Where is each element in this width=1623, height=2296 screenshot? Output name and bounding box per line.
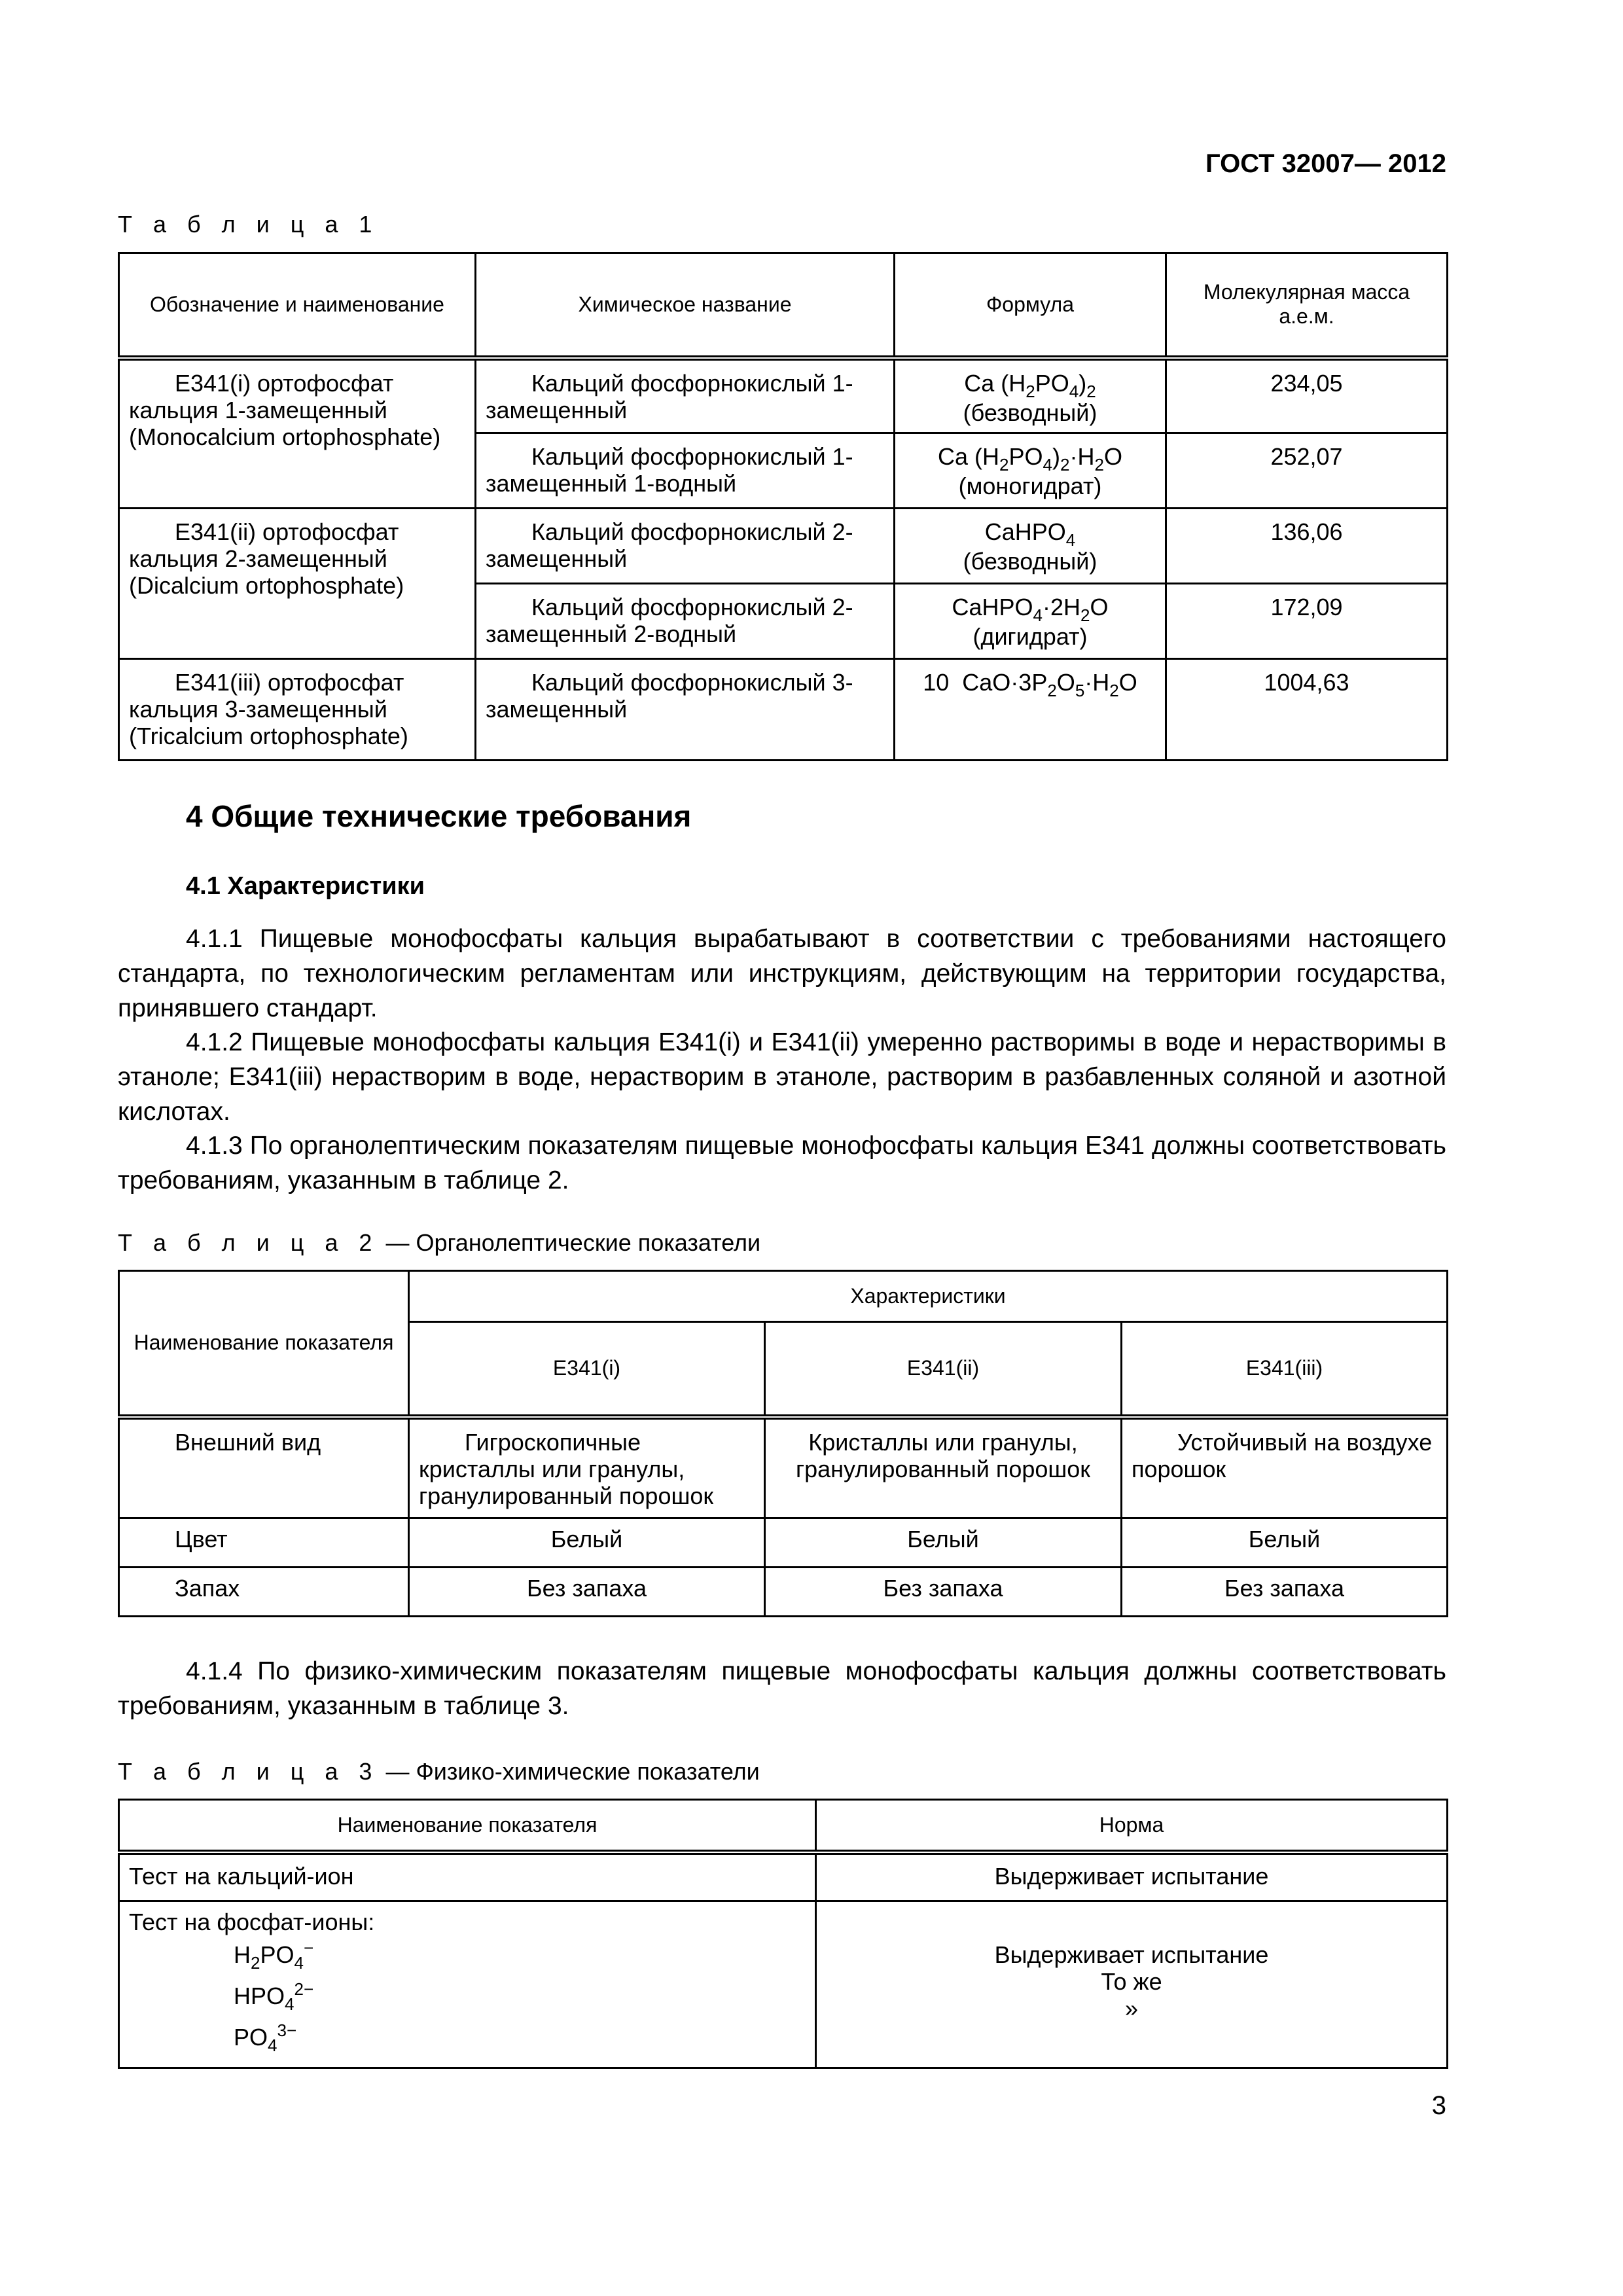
- t2-cell: Без запаха: [1122, 1568, 1448, 1617]
- t1-mass: 252,07: [1166, 433, 1448, 509]
- t1-chem-name: Кальций фосфорнокислый 1-замещенный: [476, 358, 895, 433]
- t2-cell: Белый: [1122, 1518, 1448, 1568]
- t1-group-name: Е341(iii) ортофосфат кальция 3-замещенный (Tricalcium ortophosphate): [119, 659, 476, 761]
- table2: [118, 1270, 1448, 1617]
- table-row: [119, 1518, 1448, 1568]
- t2-header-name: Наименование показателя: [119, 1271, 409, 1417]
- t3-row-norm: Выдерживает испытание То же »: [816, 1901, 1448, 2068]
- t1-header-mass: Молекулярная масса а.е.м.: [1166, 253, 1448, 358]
- t2-cell: Белый: [765, 1518, 1122, 1568]
- page-number: 3: [1431, 2091, 1446, 2120]
- t1-group-name: Е341(ii) ортофосфат кальция 2-замещенный (Dicalcium ortophosphate): [119, 509, 476, 659]
- t1-formula: Ca $(H_2PO_4)_2$ (безводный): [895, 358, 1166, 433]
- t1-mass: 1004,63: [1166, 659, 1448, 761]
- t1-formula: $CaHPO_4\cdot 2H_2O$ (дигидрат): [895, 584, 1166, 659]
- subsection-title: 4.1 Характеристики: [186, 872, 425, 900]
- t1-formula: Ca $(H_2PO_4)_2\cdot H_2O$ (моногидрат): [895, 433, 1166, 509]
- paragraph-4-1-2: 4.1.2 Пищевые монофосфаты кальция Е341(i) и Е341(ii) умеренно растворимы в воде и нерастворимы в этаноле; Е341(iii) нерастворим в воде, нерастворим в этаноле, растворим в разбавленных соляной и азотной кислотах.: [118, 1028, 1446, 1126]
- table-row: [119, 1417, 1448, 1518]
- table-row: [119, 358, 1448, 433]
- ion-hpo4: $HPO_4^{2-}$: [234, 1979, 314, 2014]
- t3-row-name: Тест на кальций-ион: [119, 1852, 816, 1901]
- t1-formula: CaHPO$_4$ (безводный): [895, 509, 1166, 584]
- ion-po4: $PO_4^{3-}$: [234, 2020, 297, 2055]
- t1-group-name: Е341(i) ортофосфат кальция 1-замещенный (Monocalcium ortophosphate): [119, 358, 476, 509]
- t1-chem-name: Кальций фосфорнокислый 2-замещенный 2-водный: [476, 584, 895, 659]
- t2-cell: Кристаллы или гранулы, гранулированный порошок: [765, 1417, 1122, 1518]
- t2-cell: Без запаха: [409, 1568, 765, 1617]
- table1: [118, 252, 1448, 761]
- paragraph-4-1-4: 4.1.4 По физико-химическим показателям пищевые монофосфаты кальция должны соответствовать требованиям, указанным в таблице 3.: [118, 1657, 1446, 1720]
- ion-h2po4: $H_2PO_4^-$: [234, 1938, 314, 1973]
- table-row: [119, 509, 1448, 584]
- t2-cell: Без запаха: [765, 1568, 1122, 1617]
- t2-cell: Устойчивый на воздухе порошок: [1122, 1417, 1448, 1518]
- table-row: [119, 659, 1448, 761]
- t1-formula: 10 $CaO\cdot 3P_2O_5\cdot H_2O$: [895, 659, 1166, 761]
- t3-row-norm: Выдерживает испытание: [816, 1852, 1448, 1901]
- t1-chem-name: Кальций фосфорнокислый 1-замещенный 1-водный: [476, 433, 895, 509]
- t2-cell: Гигроскопичные кристаллы или гранулы, гранулированный порошок: [409, 1417, 765, 1518]
- t1-header-chemical: Химическое название: [476, 253, 895, 358]
- t3-row-name: Тест на фосфат-ионы: $H_2PO_4^-$ $HPO_4^{2-}$ $PO_4^{3-}$: [119, 1901, 816, 2068]
- t1-header-designation: Обозначение и наименование: [119, 253, 476, 358]
- t1-mass: 136,06: [1166, 509, 1448, 584]
- table3-caption: Т а б л и ц а 3 — Физико-химические показатели: [118, 1758, 760, 1785]
- standard-header: ГОСТ 32007— 2012: [1205, 149, 1446, 178]
- t2-row-name: Цвет: [119, 1518, 409, 1568]
- section-title: 4 Общие технические требования: [186, 799, 692, 833]
- table1-caption: Т а б л и ц а 1: [118, 211, 380, 238]
- paragraph-4-1-1: 4.1.1 Пищевые монофосфаты кальция вырабатывают в соответствии с требованиями настоящего стандарта, по технологическим регламентам или инструкциям, действующим на территории государства, принявшего стандарт.: [118, 925, 1446, 1022]
- table-row: [119, 1901, 1448, 2068]
- t1-mass: 234,05: [1166, 358, 1448, 433]
- t2-header-e341i: Е341(i): [409, 1322, 765, 1417]
- t3-header-norm: Норма: [816, 1800, 1448, 1852]
- table-row: [119, 1568, 1448, 1617]
- t1-header-formula: Формула: [895, 253, 1166, 358]
- table3: [118, 1799, 1448, 2069]
- t1-chem-name: Кальций фосфорнокислый 3-замещенный: [476, 659, 895, 761]
- t2-cell: Белый: [409, 1518, 765, 1568]
- t2-row-name: Запах: [119, 1568, 409, 1617]
- paragraph-4-1-3: 4.1.3 По органолептическим показателям пищевые монофосфаты кальция Е341 должны соответствовать требованиям, указанным в таблице 2.: [118, 1132, 1446, 1194]
- t2-header-e341iii: Е341(iii): [1122, 1322, 1448, 1417]
- t1-mass: 172,09: [1166, 584, 1448, 659]
- t2-header-e341ii: Е341(ii): [765, 1322, 1122, 1417]
- t2-header-group: Характеристики: [409, 1271, 1448, 1322]
- table2-caption: Т а б л и ц а 2 — Органолептические показатели: [118, 1229, 761, 1256]
- table-row: [119, 1852, 1448, 1901]
- t2-row-name: Внешний вид: [119, 1417, 409, 1518]
- t1-chem-name: Кальций фосфорнокислый 2-замещенный: [476, 509, 895, 584]
- t3-header-name: Наименование показателя: [119, 1800, 816, 1852]
